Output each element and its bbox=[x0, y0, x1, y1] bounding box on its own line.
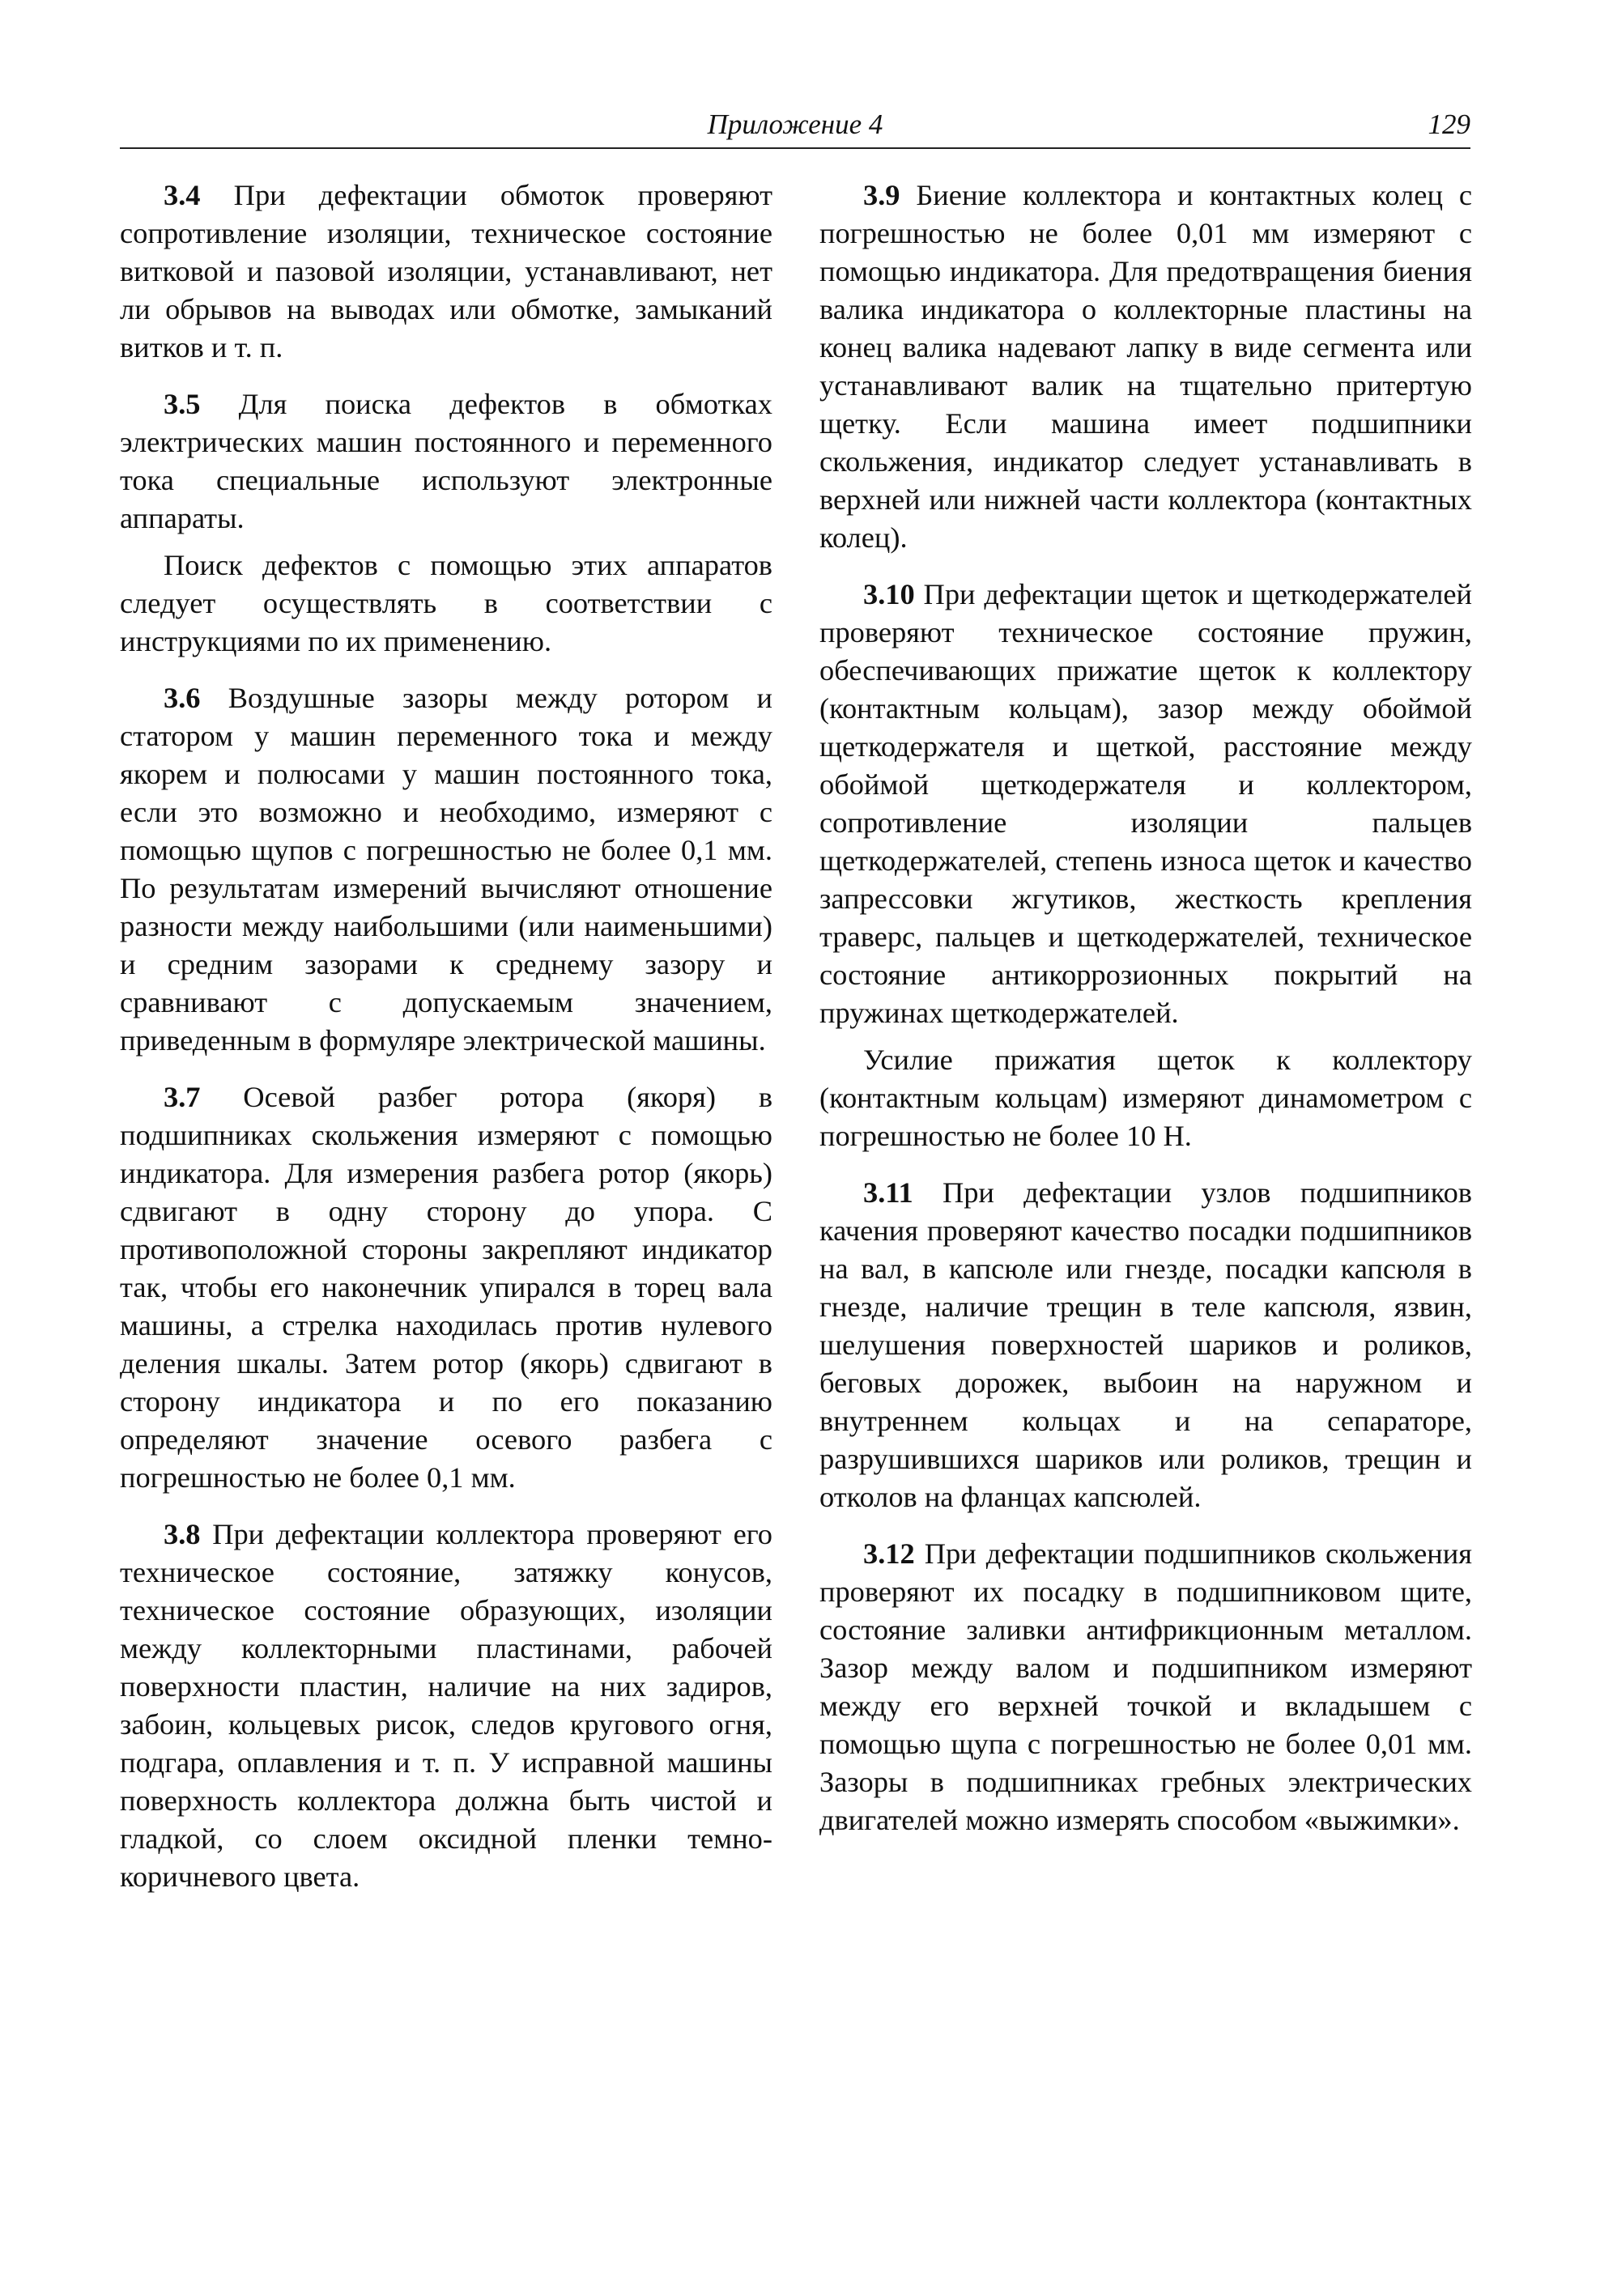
paragraph-text: Поиск дефектов с помощью этих аппаратов следует осуществлять в соответствии с инструкциями по их применению. bbox=[120, 549, 772, 657]
clause-number: 3.8 bbox=[164, 1518, 201, 1550]
clause-number: 3.4 bbox=[164, 179, 201, 211]
right-column bbox=[819, 176, 1472, 1858]
clause-number: 3.12 bbox=[863, 1537, 915, 1570]
paragraph-3-11 bbox=[819, 1174, 1472, 1516]
paragraph-text: При дефектации щеток и щеткодержателей проверяют техническое состояние пружин, обеспечивающих прижатие щеток к коллектору (контактным кольцам), зазор между обоймой щеткодержателя и щеткой, расстояние между обоймой щеткодержателя и коллектором, сопротивление изоляции пальцев щеткодержателей, степень износа щеток и качество запрессовки жгутиков, жесткость крепления траверс, пальцев и щеткодержателей, техническое состояние антикоррозионных покрытий на пружинах щеткодержателей. bbox=[819, 578, 1472, 1029]
clause-number: 3.9 bbox=[863, 179, 900, 211]
paragraph-3-10-continued bbox=[819, 1041, 1472, 1155]
clause-number: 3.10 bbox=[863, 578, 915, 610]
paragraph-text: При дефектации подшипников скольжения проверяют их посадку в подшипниковом щите, состояние заливки антифрикционным металлом. Зазор между валом и подшипником измеряют между его верхней точкой и вкладышем с помощью щупа с погрешностью не более 0,01 мм. Зазоры в подшипниках гребных электрических двигателей можно измерять способом «выжимки». bbox=[819, 1537, 1472, 1836]
paragraph-text: Воздушные зазоры между ротором и статором у машин переменного тока и между якорем и полюсами у машин постоянного тока, если это возможно и необходимо, измеряют с помощью щупов с погрешностью не более 0,1 мм. По результатам измерений вычисляют отношение разности между наибольшими (или наименьшими) и средним зазорами к среднему зазору и сравнивают с допускаемым значением, приведенным в формуляре электрической машины. bbox=[120, 682, 772, 1057]
clause-number: 3.7 bbox=[164, 1081, 201, 1113]
running-header bbox=[120, 97, 1470, 149]
paragraph-3-7 bbox=[120, 1078, 772, 1497]
paragraph-3-5-continued bbox=[120, 546, 772, 661]
paragraph-text: При дефектации коллектора проверяют его техническое состояние, затяжку конусов, техническое состояние образующих, изоляции между коллекторными пластинами, рабочей поверхности пластин, наличие на них задиров, забоин, кольцевых рисок, следов кругового огня, подгара, оплавления и т. п. У исправной машины поверхность коллектора должна быть чистой и гладкой, со слоем оксидной пленки темно-коричневого цвета. bbox=[120, 1518, 772, 1893]
page-number: 129 bbox=[1428, 108, 1470, 140]
paragraph-text: Биение коллектора и контактных колец с погрешностью не более 0,01 мм измеряют с помощью индикатора. Для предотвращения биения валика индикатора о коллекторные пластины на конец валика надевают лапку в виде сегмента или устанавливают валик на тщательно притертую щетку. Если машина имеет подшипники скольжения, индикатор следует устанавливать в верхней или нижней части коллектора (контактных колец). bbox=[819, 179, 1472, 554]
text-columns bbox=[120, 176, 1470, 2225]
paragraph-text: Усилие прижатия щеток к коллектору (контактным кольцам) измеряют динамометром с погрешностью не более 10 Н. bbox=[819, 1044, 1472, 1152]
paragraph-text: Для поиска дефектов в обмотках электрических машин постоянного и переменного тока специальные используют электронные аппараты. bbox=[120, 388, 772, 534]
document-page bbox=[120, 97, 1470, 2234]
clause-number: 3.11 bbox=[863, 1176, 913, 1209]
paragraph-text: Осевой разбег ротора (якоря) в подшипниках скольжения измеряют с помощью индикатора. Для измерения разбега ротор (якорь) сдвигают в одну сторону до упора. С противоположной стороны закрепляют индикатор так, чтобы его наконечник упирался в торец вала машины, а стрелка находилась против нулевого деления шкалы. Затем ротор (якорь) сдвигают в сторону индикатора и по его показанию определяют значение осевого разбега с погрешностью не более 0,1 мм. bbox=[120, 1081, 772, 1494]
paragraph-3-12 bbox=[819, 1535, 1472, 1839]
paragraph-3-8 bbox=[120, 1516, 772, 1896]
paragraph-3-5 bbox=[120, 385, 772, 538]
paragraph-3-6 bbox=[120, 679, 772, 1060]
left-column bbox=[120, 176, 772, 1915]
paragraph-text: При дефектации обмоток проверяют сопротивление изоляции, техническое состояние витковой и пазовой изоляции, устанавливают, нет ли обрывов на выводах или обмотке, замыканий витков и т. п. bbox=[120, 179, 772, 364]
running-title: Приложение 4 bbox=[707, 108, 883, 140]
clause-number: 3.5 bbox=[164, 388, 201, 420]
paragraph-3-9 bbox=[819, 176, 1472, 557]
paragraph-text: При дефектации узлов подшипников качения проверяют качество посадки подшипников на вал, в капсюле или гнезде, посадки капсюля в гнезде, наличие трещин в теле капсюля, язвин, шелушения поверхностей шариков и роликов, беговых дорожек, выбоин на наружном и внутреннем кольцах и на сепараторе, разрушившихся шариков или роликов, трещин и отколов на фланцах капсюлей. bbox=[819, 1176, 1472, 1513]
paragraph-3-4 bbox=[120, 176, 772, 367]
paragraph-3-10 bbox=[819, 576, 1472, 1032]
clause-number: 3.6 bbox=[164, 682, 201, 714]
